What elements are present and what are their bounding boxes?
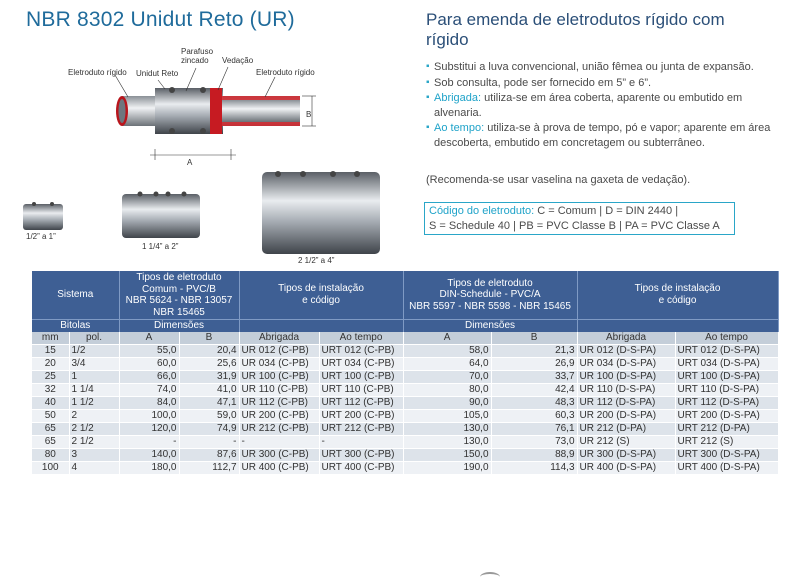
table-cell: 3/4 — [69, 358, 119, 371]
table-cell: URT 110 (D-S-PA) — [675, 384, 778, 397]
table-cell: 41,0 — [179, 384, 239, 397]
table-cell: 112,7 — [179, 462, 239, 475]
header-tipos-comum: Tipos de eletroduto Comum - PVC/B NBR 5624 - NBR 13057 NBR 15465 — [119, 271, 239, 320]
table-cell: URT 400 (C-PB) — [319, 462, 403, 475]
header-tipos-din: Tipos de eletroduto DIN-Schedule - PVC/A NBR 5597 - NBR 5598 - NBR 15465 — [403, 271, 577, 320]
table-cell: 130,0 — [403, 423, 491, 436]
table-cell: 2 1/2 — [69, 436, 119, 449]
table-cell: 190,0 — [403, 462, 491, 475]
table-cell: - — [119, 436, 179, 449]
table-cell: 2 1/2 — [69, 423, 119, 436]
table-cell: 55,0 — [119, 345, 179, 358]
product-illustration — [0, 0, 420, 270]
table-cell: 150,0 — [403, 449, 491, 462]
product-heading: Para emenda de eletrodutos rígido com rígido — [426, 10, 725, 49]
table-cell: 47,1 — [179, 397, 239, 410]
table-cell: URT 212 (D-PA) — [675, 423, 778, 436]
table-cell: UR 034 (C-PB) — [239, 358, 319, 371]
label-eletroduto-right: Eletroduto rígido — [256, 68, 315, 77]
table-cell: URT 100 (D-S-PA) — [675, 371, 778, 384]
table-cell: 80 — [32, 449, 69, 462]
table-cell: - — [239, 436, 319, 449]
table-cell: UR 012 (D-S-PA) — [577, 345, 675, 358]
table-cell: 70,0 — [403, 371, 491, 384]
table-cell: URT 112 (C-PB) — [319, 397, 403, 410]
table-cell: URT 034 (C-PB) — [319, 358, 403, 371]
feature-item: ▪ Sob consulta, pode ser fornecido em 5” e 6”. — [426, 76, 776, 91]
table-cell: UR 400 (D-S-PA) — [577, 462, 675, 475]
table-cell: 20 — [32, 358, 69, 371]
feature-list — [426, 60, 776, 151]
table-column-header-row — [32, 332, 778, 345]
table-cell: 33,7 — [491, 371, 577, 384]
table-cell: 74,0 — [119, 384, 179, 397]
table-cell: 66,0 — [119, 371, 179, 384]
table-cell: URT 400 (D-S-PA) — [675, 462, 778, 475]
col-pol: pol. — [69, 332, 119, 345]
table-cell: UR 100 (C-PB) — [239, 371, 319, 384]
label-parafuso: Parafuso — [181, 47, 214, 56]
table-subheader-row — [32, 320, 778, 333]
table-cell: 130,0 — [403, 436, 491, 449]
table-row — [32, 423, 778, 436]
vaseline-note: (Recomenda-se usar vaselina na gaxeta de vedação). — [426, 174, 691, 186]
table-cell: URT 200 (D-S-PA) — [675, 410, 778, 423]
cutaway-drawing — [116, 87, 300, 134]
decorative-swoosh — [480, 572, 500, 582]
col-a-din: A — [403, 332, 491, 345]
table-cell: UR 300 (D-S-PA) — [577, 449, 675, 462]
header-dimensoes-comum: Dimensões — [119, 320, 239, 333]
table-cell: 180,0 — [119, 462, 179, 475]
table-cell: 21,3 — [491, 345, 577, 358]
table-row — [32, 384, 778, 397]
table-cell: 76,1 — [491, 423, 577, 436]
col-b: B — [179, 332, 239, 345]
table-cell: 31,9 — [179, 371, 239, 384]
header-instalacao-din: Tipos de instalação e código — [577, 271, 778, 320]
table-cell: 15 — [32, 345, 69, 358]
table-body — [32, 345, 778, 475]
table-cell: 1 1/2 — [69, 397, 119, 410]
table-cell: URT 200 (C-PB) — [319, 410, 403, 423]
feature-item: ▪ Substitui a luva convencional, união fêmea ou junta de expansão. — [426, 60, 776, 75]
table-cell: UR 400 (C-PB) — [239, 462, 319, 475]
table-cell: URT 110 (C-PB) — [319, 384, 403, 397]
table-cell: 48,3 — [491, 397, 577, 410]
caption-large: 2 1/2” a 4” — [298, 256, 335, 265]
table-row — [32, 397, 778, 410]
label-eletroduto-left: Eletroduto rígido — [68, 68, 127, 77]
label-vedacao: Vedação — [222, 56, 254, 65]
table-cell: 40 — [32, 397, 69, 410]
product-title: NBR 8302 Unidut Reto (UR) — [26, 8, 295, 31]
table-cell: 4 — [69, 462, 119, 475]
col-ao-tempo: Ao tempo — [319, 332, 403, 345]
table-cell: 74,9 — [179, 423, 239, 436]
dimension-a-label: A — [187, 158, 193, 167]
table-cell: URT 012 (D-S-PA) — [675, 345, 778, 358]
col-b-din: B — [491, 332, 577, 345]
table-cell: UR 110 (D-S-PA) — [577, 384, 675, 397]
table-cell: UR 200 (C-PB) — [239, 410, 319, 423]
table-cell: 100 — [32, 462, 69, 475]
table-cell: 1 — [69, 371, 119, 384]
caption-small: 1/2” a 1” — [26, 232, 56, 241]
table-cell: URT 034 (D-S-PA) — [675, 358, 778, 371]
table-cell: 84,0 — [119, 397, 179, 410]
table-cell: 80,0 — [403, 384, 491, 397]
table-cell: URT 300 (D-S-PA) — [675, 449, 778, 462]
table-cell: 120,0 — [119, 423, 179, 436]
col-abrigada: Abrigada — [239, 332, 319, 345]
table-cell: URT 100 (C-PB) — [319, 371, 403, 384]
table-cell: 2 — [69, 410, 119, 423]
unidut-large-image — [262, 171, 380, 254]
feature-item: ▪ Abrigada: utiliza-se em área coberta, aparente ou embutido em alvenaria. — [426, 91, 776, 120]
table-cell: UR 012 (C-PB) — [239, 345, 319, 358]
table-row — [32, 462, 778, 475]
table-row — [32, 345, 778, 358]
table-cell: 65 — [32, 436, 69, 449]
table-cell: URT 112 (D-S-PA) — [675, 397, 778, 410]
table-row — [32, 358, 778, 371]
table-cell: URT 212 (S) — [675, 436, 778, 449]
table-cell: URT 012 (C-PB) — [319, 345, 403, 358]
table-cell: 1/2 — [69, 345, 119, 358]
unidut-small-image — [23, 202, 63, 230]
table-cell: 64,0 — [403, 358, 491, 371]
table-cell: 100,0 — [119, 410, 179, 423]
table-cell: UR 200 (D-S-PA) — [577, 410, 675, 423]
table-cell: UR 112 (D-S-PA) — [577, 397, 675, 410]
table-cell: UR 100 (D-S-PA) — [577, 371, 675, 384]
table-cell: 90,0 — [403, 397, 491, 410]
table-cell: 65 — [32, 423, 69, 436]
caption-medium: 1 1/4” a 2” — [142, 242, 179, 251]
table-cell: 32 — [32, 384, 69, 397]
code-legend-box: Código do eletroduto: C = Comum | D = DIN 2440 | S = Schedule 40 | PB = PVC Classe B | PA = PVC Classe A — [424, 202, 735, 235]
table-cell: UR 110 (C-PB) — [239, 384, 319, 397]
table-cell: 25,6 — [179, 358, 239, 371]
table-cell: 50 — [32, 410, 69, 423]
label-unidut: Unidut Reto — [136, 69, 179, 78]
table-cell: URT 212 (C-PB) — [319, 423, 403, 436]
header-dimensoes-din: Dimensões — [403, 320, 577, 333]
table-row — [32, 410, 778, 423]
table-cell: 105,0 — [403, 410, 491, 423]
table-cell: 59,0 — [179, 410, 239, 423]
table-cell: 60,3 — [491, 410, 577, 423]
table-cell: - — [319, 436, 403, 449]
col-mm: mm — [32, 332, 69, 345]
unidut-medium-image — [122, 192, 200, 239]
label-zincado: zincado — [181, 56, 209, 65]
dimensions-table — [32, 271, 779, 474]
feature-item: ▪ Ao tempo: utiliza-se à prova de tempo, pó e vapor; aparente em área descoberta, embutido em concretagem ou subterrâneo. — [426, 121, 776, 150]
table-row — [32, 449, 778, 462]
table-cell: URT 300 (C-PB) — [319, 449, 403, 462]
table-cell: 3 — [69, 449, 119, 462]
table-cell: 25 — [32, 371, 69, 384]
table-cell: UR 212 (D-PA) — [577, 423, 675, 436]
table-cell: UR 212 (C-PB) — [239, 423, 319, 436]
table-cell: 88,9 — [491, 449, 577, 462]
header-bitolas: Bitolas — [32, 320, 119, 333]
header-instalacao-comum: Tipos de instalação e código — [239, 271, 403, 320]
table-cell: 114,3 — [491, 462, 577, 475]
table-cell: 87,6 — [179, 449, 239, 462]
header-sistema: Sistema — [32, 271, 119, 320]
table-cell: UR 112 (C-PB) — [239, 397, 319, 410]
table-cell: 1 1/4 — [69, 384, 119, 397]
table-header-row — [32, 271, 778, 320]
col-abrigada-din: Abrigada — [577, 332, 675, 345]
table-cell: UR 300 (C-PB) — [239, 449, 319, 462]
table-cell: 26,9 — [491, 358, 577, 371]
col-a: A — [119, 332, 179, 345]
table-row — [32, 436, 778, 449]
dimension-b-label: B — [306, 110, 312, 119]
table-cell: 140,0 — [119, 449, 179, 462]
table-cell: 73,0 — [491, 436, 577, 449]
table-cell: UR 034 (D-S-PA) — [577, 358, 675, 371]
table-row — [32, 371, 778, 384]
col-ao-tempo-din: Ao tempo — [675, 332, 778, 345]
table-cell: 58,0 — [403, 345, 491, 358]
table-cell: - — [179, 436, 239, 449]
table-cell: 42,4 — [491, 384, 577, 397]
table-cell: 20,4 — [179, 345, 239, 358]
table-cell: 60,0 — [119, 358, 179, 371]
table-cell: UR 212 (S) — [577, 436, 675, 449]
